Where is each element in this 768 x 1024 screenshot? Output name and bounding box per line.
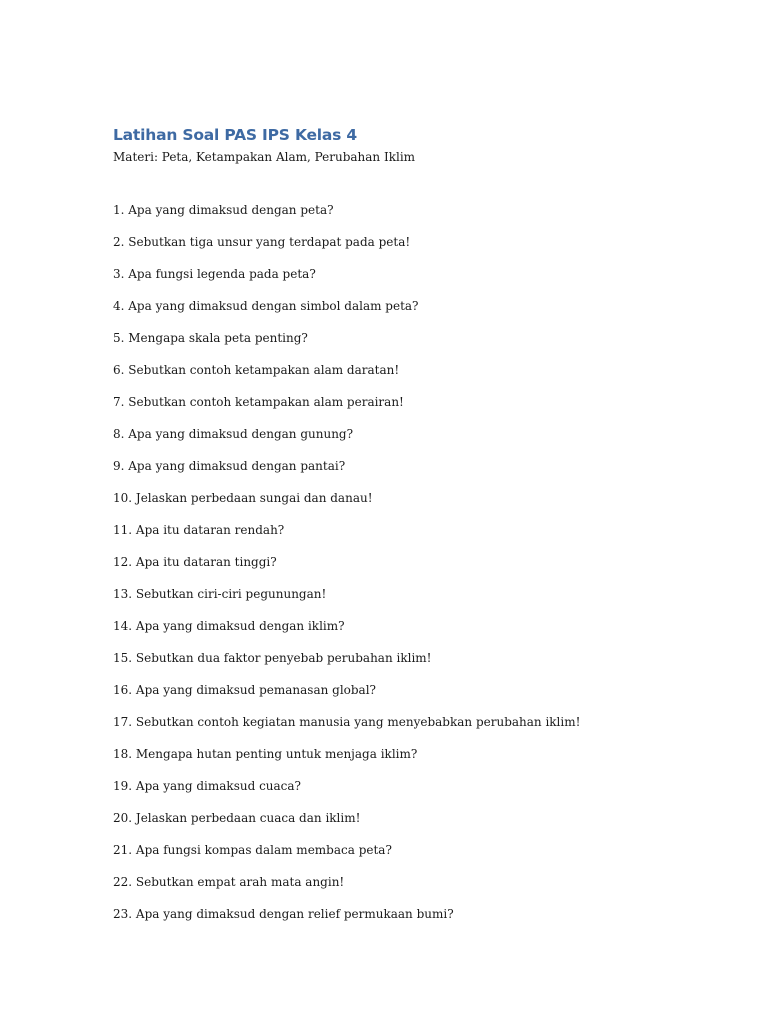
question-item: 11. Apa itu dataran rendah? [113,523,285,537]
question-item: 3. Apa fungsi legenda pada peta? [113,267,316,281]
question-item: 10. Jelaskan perbedaan sungai dan danau! [113,491,373,505]
question-item: 12. Apa itu dataran tinggi? [113,555,277,569]
question-item: 8. Apa yang dimaksud dengan gunung? [113,427,354,441]
document-title: Latihan Soal PAS IPS Kelas 4 [113,126,357,144]
question-item: 23. Apa yang dimaksud dengan relief permukaan bumi? [113,907,454,921]
question-item: 1. Apa yang dimaksud dengan peta? [113,203,334,217]
question-item: 6. Sebutkan contoh ketampakan alam daratan! [113,363,400,377]
document-subtitle: Materi: Peta, Ketampakan Alam, Perubahan Iklim [113,150,416,164]
question-item: 2. Sebutkan tiga unsur yang terdapat pada peta! [113,235,411,249]
question-item: 20. Jelaskan perbedaan cuaca dan iklim! [113,811,361,825]
question-item: 21. Apa fungsi kompas dalam membaca peta? [113,843,392,857]
question-item: 7. Sebutkan contoh ketampakan alam perairan! [113,395,404,409]
question-item: 18. Mengapa hutan penting untuk menjaga iklim? [113,747,418,761]
question-item: 19. Apa yang dimaksud cuaca? [113,779,301,793]
question-item: 14. Apa yang dimaksud dengan iklim? [113,619,345,633]
question-item: 9. Apa yang dimaksud dengan pantai? [113,459,346,473]
question-list [113,199,580,935]
question-item: 13. Sebutkan ciri-ciri pegunungan! [113,587,327,601]
question-item: 17. Sebutkan contoh kegiatan manusia yang menyebabkan perubahan iklim! [113,715,581,729]
question-item: 16. Apa yang dimaksud pemanasan global? [113,683,376,697]
question-item: 4. Apa yang dimaksud dengan simbol dalam peta? [113,299,419,313]
question-item: 5. Mengapa skala peta penting? [113,331,308,345]
question-item: 22. Sebutkan empat arah mata angin! [113,875,345,889]
document-page [113,124,713,921]
question-item: 15. Sebutkan dua faktor penyebab perubahan iklim! [113,651,432,665]
